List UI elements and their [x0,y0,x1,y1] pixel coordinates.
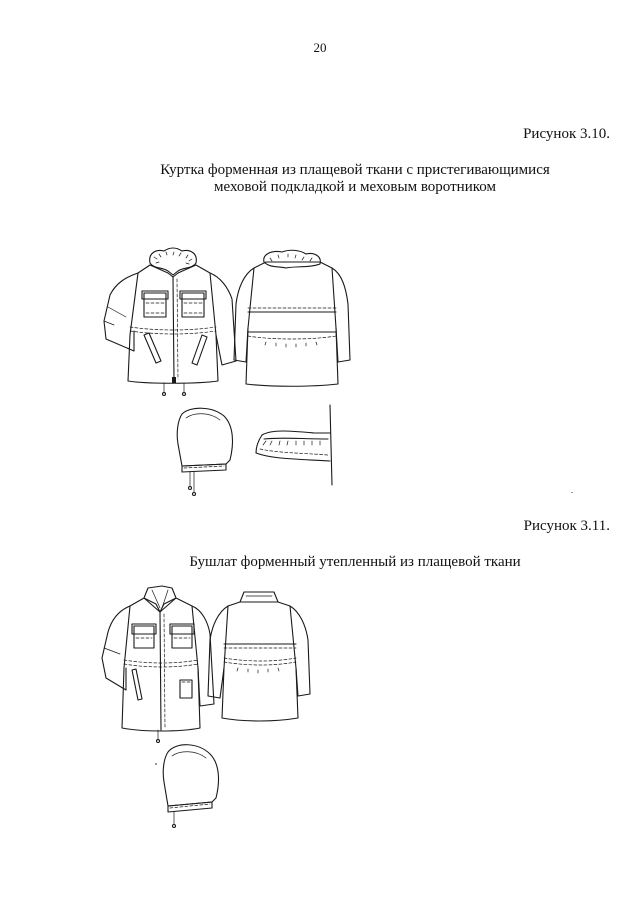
sleeve-cuff-drawing [252,403,342,488]
figure-3-11-label: Рисунок 3.11. [523,518,610,534]
bushlat-hood-drawing [150,740,230,830]
figure-3-10-caption [0,162,640,196]
caption-line: Бушлат форменный утепленный из плащевой ткани [189,554,521,570]
hood-drawing [168,404,243,499]
jacket-back-drawing [232,248,352,388]
bushlat-back-drawing [208,588,313,723]
figure-3-10-label: Рисунок 3.10. [523,126,610,142]
bushlat-front-drawing [100,582,215,744]
figure-3-11-caption [0,554,640,571]
caption-line: меховой подкладкой и меховым воротником [214,179,496,195]
jacket-front-drawing [98,243,243,393]
caption-line: Куртка форменная из плащевой ткани с пристегивающимися [160,162,550,178]
page-number: 20 [313,40,327,55]
scan-speck [571,492,573,493]
